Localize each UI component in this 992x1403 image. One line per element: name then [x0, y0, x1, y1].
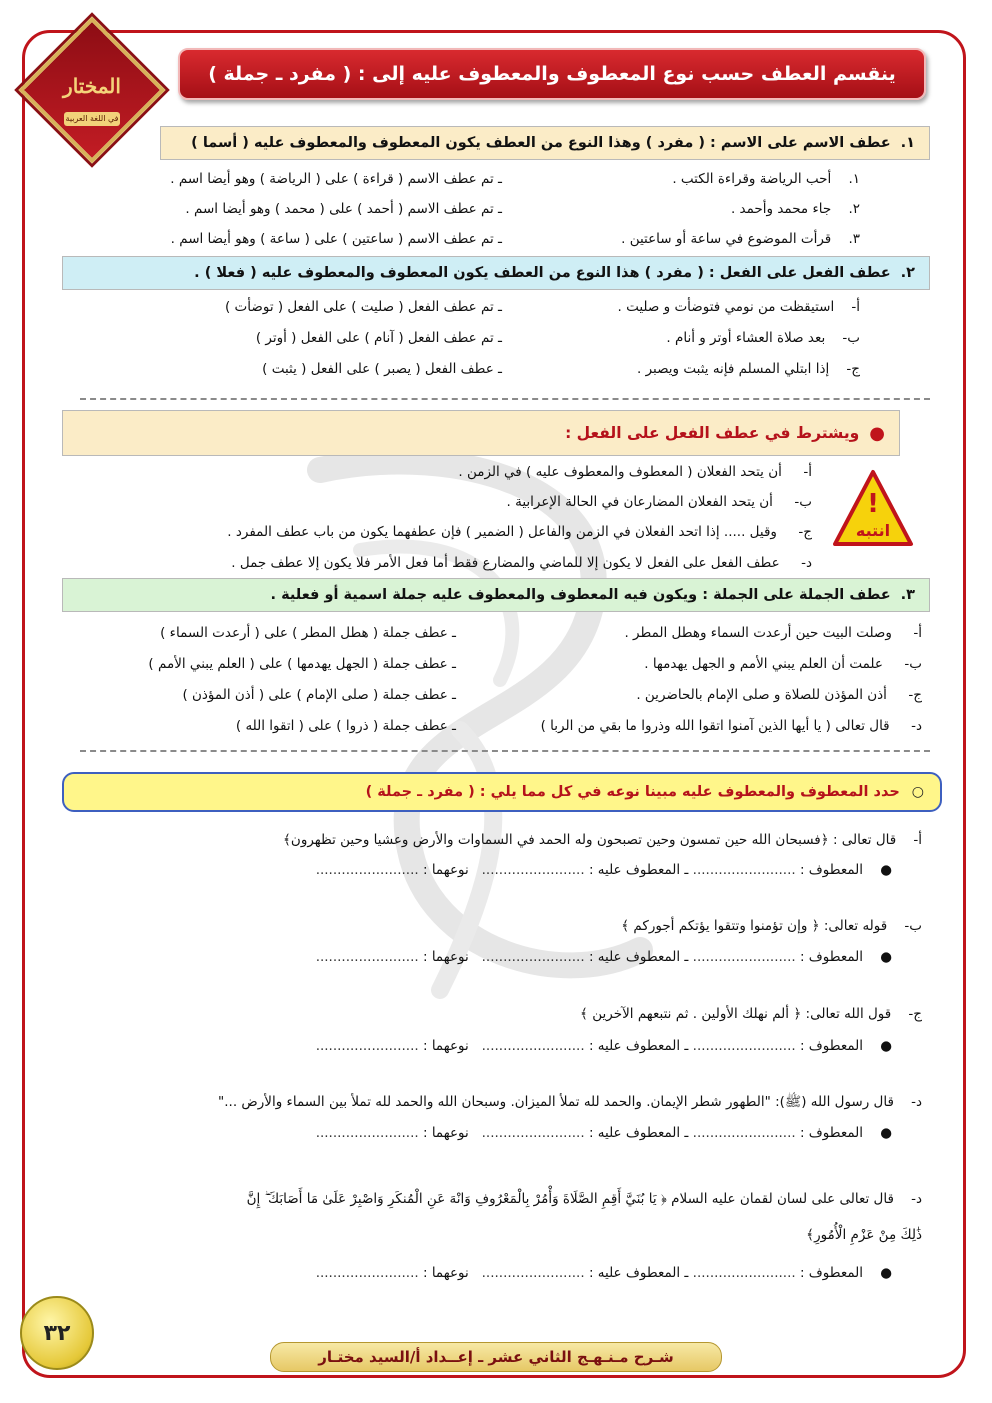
s3-row-2: ب- علمت أن العلم يبني الأمم و الجهل يهدمها . — [644, 656, 922, 672]
answer-line-1: ● المعطوف : ........................ ـ المعطوف عليه : ........................ نوعهما : ........................ — [315, 862, 892, 878]
s2-row-1: أ- استيقظت من نومي فتوضأت و صليت . — [617, 299, 860, 315]
answer-blank[interactable]: ........................ — [692, 1125, 796, 1141]
bullet-icon: ● — [880, 949, 892, 965]
answer-line-5: ● المعطوف : ........................ ـ المعطوف عليه : ........................ نوعهما : ........................ — [315, 1265, 892, 1281]
note-row-1: أ- أن يتحد الفعلان ( المعطوف والمعطوف عليه ) في الزمن . — [458, 464, 812, 480]
answer-blank[interactable]: ........................ — [315, 1038, 419, 1054]
logo-title: المختار — [63, 74, 121, 98]
bullet-icon: ● — [880, 1265, 892, 1281]
s2-note-1: ـ تم عطف الفعل ( صليت ) على الفعل ( توضأت ) — [225, 299, 502, 315]
answer-line-4: ● المعطوف : ........................ ـ المعطوف عليه : ........................ نوعهما : ........................ — [315, 1125, 892, 1141]
exercise-title: حدد المعطوف والمعطوف عليه مبينا نوعه في كل مما يلي : ( مفرد ـ جملة ) — [365, 784, 900, 800]
s3-note-3: ـ عطف جملة ( صلى الإمام ) على ( أذن المؤذن ) — [182, 687, 456, 703]
section2-title: عطف الفعل على الفعل : ( مفرد ) هذا النوع من العطف يكون المعطوف والمعطوف عليه ( فعلا ) . — [194, 265, 891, 281]
s3-row-3: ج- أذن المؤذن للصلاة و صلى الإمام بالحاضرين . — [636, 687, 922, 703]
exercise-item-5: د- قال تعالى على لسان لقمان عليه السلام ﴿ يَا بُنَيَّ أَقِمِ الصَّلَاةَ وَأْمُرْ بِالْمَعْرُوفِ وَانْهَ عَنِ الْمُنكَرِ وَاصْبِرْ عَلَىٰ مَا أَصَابَكَ ۖ إِنَّ — [246, 1191, 922, 1207]
s2-row-3: ج- إذا ابتلي المسلم فإنه يثبت ويصبر . — [636, 361, 860, 377]
s1-row-3: ٣. قرأت الموضوع في ساعة أو ساعتين . — [621, 231, 860, 247]
answer-blank[interactable]: ........................ — [692, 1038, 796, 1054]
note-row-2: ب- أن يتحد الفعلان المضارعان في الحالة الإعرابية . — [506, 494, 812, 510]
section2-header — [62, 256, 930, 290]
s3-note-2: ـ عطف جملة ( الجهل يهدمها ) على ( العلم يبني الأمم ) — [148, 656, 456, 672]
note-row-3: ج- وقيل ..... إذا اتحد الفعلان في الزمن والفاعل ( الضمير ) فإن عطفهما يكون من باب عطف المفرد . — [227, 524, 812, 540]
bullet-icon: ● — [880, 1038, 892, 1054]
s2-note-2: ـ تم عطف الفعل ( آنام ) على الفعل ( أوتر ) — [255, 330, 502, 346]
s1-note-3: ـ تم عطف الاسم ( ساعتين ) على ( ساعة ) وهو أيضا اسم . — [170, 231, 502, 247]
logo-subtitle: في اللغة العربية — [64, 112, 120, 126]
bullet-icon: ● — [880, 1125, 892, 1141]
note-row-4: د- عطف الفعل على الفعل لا يكون إلا للماضي والمضارع فقط أما فعل الأمر فلا يكون إلا عطف جمل . — [231, 555, 812, 571]
s3-note-4: ـ عطف جملة ( ذروا ) على ( اتقوا الله ) — [235, 718, 456, 734]
section1-number: ١. — [900, 135, 915, 151]
s2-row-2: ب- بعد صلاة العشاء أوتر و أنام . — [666, 330, 860, 346]
divider — [80, 750, 930, 752]
answer-blank[interactable]: ........................ — [692, 862, 796, 878]
answer-blank[interactable]: ........................ — [481, 1125, 585, 1141]
answer-line-3: ● المعطوف : ........................ ـ المعطوف عليه : ........................ نوعهما : ........................ — [315, 1038, 892, 1054]
section3-number: ٣. — [900, 587, 915, 603]
answer-blank[interactable]: ........................ — [481, 862, 585, 878]
bullet-icon: ● — [880, 862, 892, 878]
s1-row-1: ١. أحب الرياضة وقراءة الكتب . — [672, 171, 860, 187]
answer-line-2: ● المعطوف : ........................ ـ المعطوف عليه : ........................ نوعهما : ........................ — [315, 949, 892, 965]
section1-header — [160, 126, 930, 160]
s1-note-1: ـ تم عطف الاسم ( قراءة ) على ( الرياضة ) وهو أيضا اسم . — [170, 171, 502, 187]
note-header — [62, 410, 900, 456]
s3-note-1: ـ عطف جملة ( هطل المطر ) على ( أرعدت السماء ) — [160, 625, 456, 641]
s3-row-1: أ- وصلت البيت حين أرعدت السماء وهطل المطر . — [624, 625, 922, 641]
s1-row-2: ٢. جاء محمد وأحمد . — [730, 201, 860, 217]
brand-logo — [24, 22, 160, 158]
exercise-header — [62, 772, 942, 812]
bullet-icon: ● — [869, 422, 885, 444]
answer-blank[interactable]: ........................ — [315, 1265, 419, 1281]
svg-text:!: ! — [867, 489, 879, 519]
answer-blank[interactable]: ........................ — [692, 1265, 796, 1281]
s2-note-3: ـ عطف الفعل ( يصبر ) على الفعل ( يثبت ) — [262, 361, 502, 377]
section2-number: ٢. — [900, 265, 915, 281]
section3-header — [62, 578, 930, 612]
s3-row-4: د- قال تعالى ( يا أيها الذين آمنوا اتقوا الله وذروا ما بقي من الربا ) — [540, 718, 922, 734]
answer-blank[interactable]: ........................ — [481, 1038, 585, 1054]
divider — [80, 398, 930, 400]
exercise-item-1: أ- قال تعالى : ﴿فسبحان الله حين تمسون وحين تصبحون وله الحمد في السماوات والأرض وعشيا وحين تظهرون﴾ — [283, 832, 922, 848]
s1-note-2: ـ تم عطف الاسم ( أحمد ) على ( محمد ) وهو أيضا اسم . — [185, 201, 502, 217]
exercise-item-4: د- قال رسول الله (ﷺ): "الطهور شطر الإيمان. والحمد لله تملأ الميزان. وسبحان الله والحمد لله تملأ بين السماء والأرض ..." — [218, 1094, 922, 1110]
exercise-item-3: ج- قول الله تعالى: ﴿ ألم نهلك الأولين . ثم نتبعهم الآخرين ﴾ — [580, 1006, 922, 1022]
circle-bullet-icon: ○ — [911, 784, 924, 800]
answer-blank[interactable]: ........................ — [481, 1265, 585, 1281]
exercise-item-5-cont: ذَٰلِكَ مِنْ عَزْمِ الْأُمُورِ﴾ — [806, 1227, 922, 1243]
answer-blank[interactable]: ........................ — [315, 862, 419, 878]
answer-blank[interactable]: ........................ — [481, 949, 585, 965]
exercise-item-2: ب- قوله تعالى: ﴿ وإن تؤمنوا وتتقوا يؤتكم أجوركم ﴾ — [621, 918, 922, 934]
answer-blank[interactable]: ........................ — [692, 949, 796, 965]
section3-title: عطف الجملة على الجملة : ويكون فيه المعطوف والمعطوف عليه جملة اسمية أو فعلية . — [270, 587, 891, 603]
answer-blank[interactable]: ........................ — [315, 949, 419, 965]
section1-title: عطف الاسم على الاسم : ( مفرد ) وهذا النوع من العطف يكون المعطوف والمعطوف عليه ( أسما ) — [191, 135, 891, 151]
page-title: ينقسم العطف حسب نوع المعطوف والمعطوف عليه إلى : ( مفرد ـ جملة ) — [178, 48, 926, 100]
answer-blank[interactable]: ........................ — [315, 1125, 419, 1141]
warning-icon — [832, 468, 914, 550]
warning-label: انتبه — [855, 521, 891, 540]
note-title: ويشترط في عطف الفعل على الفعل : — [565, 424, 860, 442]
footer-credit: شـرح مـنـهـج الثاني عشر ـ إعــداد أ/السيد مختـار — [270, 1342, 722, 1372]
page-number: ٣٢ — [20, 1296, 94, 1370]
